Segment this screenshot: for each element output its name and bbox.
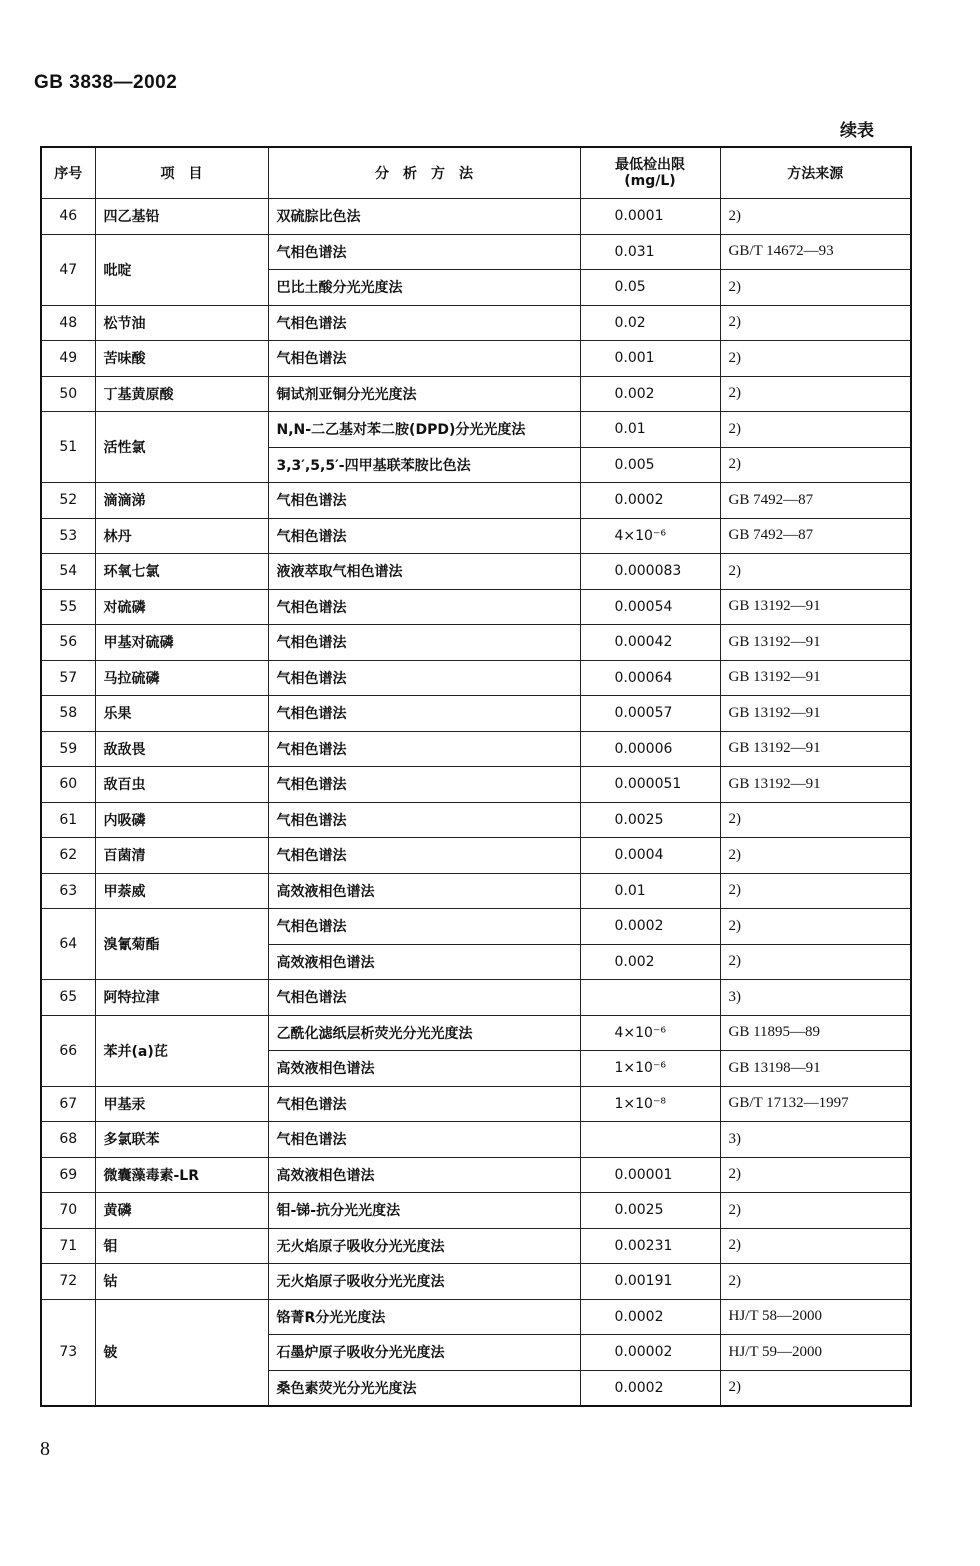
row-limit: 0.0025 bbox=[580, 1193, 720, 1229]
row-limit: 0.00057 bbox=[580, 696, 720, 732]
row-item: 苯并(a)芘 bbox=[95, 1015, 268, 1086]
row-method: 双硫腙比色法 bbox=[268, 199, 580, 235]
row-source: GB 13198—91 bbox=[720, 1051, 911, 1087]
row-method: 气相色谱法 bbox=[268, 341, 580, 377]
row-method: 无火焰原子吸收分光光度法 bbox=[268, 1264, 580, 1300]
row-method: 气相色谱法 bbox=[268, 767, 580, 803]
row-limit: 0.00002 bbox=[580, 1335, 720, 1371]
row-limit: 4×10⁻⁶ bbox=[580, 1015, 720, 1051]
row-method: 气相色谱法 bbox=[268, 589, 580, 625]
row-number: 64 bbox=[41, 909, 95, 980]
row-limit: 0.005 bbox=[580, 447, 720, 483]
row-item: 敌敌畏 bbox=[95, 731, 268, 767]
row-source: 2) bbox=[720, 802, 911, 838]
row-number: 54 bbox=[41, 554, 95, 590]
row-item: 内吸磷 bbox=[95, 802, 268, 838]
row-item: 松节油 bbox=[95, 305, 268, 341]
row-source: 2) bbox=[720, 447, 911, 483]
row-method: 高效液相色谱法 bbox=[268, 1051, 580, 1087]
row-limit: 0.00042 bbox=[580, 625, 720, 661]
row-limit: 0.0004 bbox=[580, 838, 720, 874]
row-method: 高效液相色谱法 bbox=[268, 944, 580, 980]
row-item: 钼 bbox=[95, 1228, 268, 1264]
row-source: GB 13192—91 bbox=[720, 589, 911, 625]
row-limit: 0.0002 bbox=[580, 1299, 720, 1335]
row-source: 2) bbox=[720, 944, 911, 980]
row-limit: 0.02 bbox=[580, 305, 720, 341]
row-number: 71 bbox=[41, 1228, 95, 1264]
header-method: 分 析 方 法 bbox=[268, 147, 580, 199]
row-item: 丁基黄原酸 bbox=[95, 376, 268, 412]
row-item: 环氧七氯 bbox=[95, 554, 268, 590]
row-source: 2) bbox=[720, 1193, 911, 1229]
row-source: GB 11895—89 bbox=[720, 1015, 911, 1051]
row-limit: 0.0025 bbox=[580, 802, 720, 838]
row-limit: 0.00001 bbox=[580, 1157, 720, 1193]
continued-label: 续表 bbox=[840, 121, 874, 141]
row-limit: 0.0002 bbox=[580, 909, 720, 945]
row-limit: 0.01 bbox=[580, 412, 720, 448]
row-method: 3,3′,5,5′-四甲基联苯胺比色法 bbox=[268, 447, 580, 483]
row-limit: 0.0001 bbox=[580, 199, 720, 235]
table-row bbox=[41, 660, 911, 696]
row-method: 气相色谱法 bbox=[268, 731, 580, 767]
row-source: 2) bbox=[720, 270, 911, 306]
row-number: 65 bbox=[41, 980, 95, 1016]
row-source: GB 7492—87 bbox=[720, 518, 911, 554]
row-item: 苦味酸 bbox=[95, 341, 268, 377]
table-row bbox=[41, 412, 911, 448]
row-limit: 0.002 bbox=[580, 376, 720, 412]
row-number: 46 bbox=[41, 199, 95, 235]
row-number: 58 bbox=[41, 696, 95, 732]
row-source: 2) bbox=[720, 341, 911, 377]
row-method: 巴比土酸分光光度法 bbox=[268, 270, 580, 306]
row-limit: 0.01 bbox=[580, 873, 720, 909]
row-limit: 0.00231 bbox=[580, 1228, 720, 1264]
row-limit: 0.00064 bbox=[580, 660, 720, 696]
row-limit: 0.002 bbox=[580, 944, 720, 980]
row-source: HJ/T 59—2000 bbox=[720, 1335, 911, 1371]
detection-methods-table bbox=[40, 146, 912, 1407]
standard-code: GB 3838—2002 bbox=[34, 72, 178, 93]
table-row bbox=[41, 838, 911, 874]
row-item: 阿特拉津 bbox=[95, 980, 268, 1016]
row-method: 高效液相色谱法 bbox=[268, 1157, 580, 1193]
row-source: 2) bbox=[720, 305, 911, 341]
row-method: 液液萃取气相色谱法 bbox=[268, 554, 580, 590]
table-row bbox=[41, 554, 911, 590]
row-item: 马拉硫磷 bbox=[95, 660, 268, 696]
table-row bbox=[41, 802, 911, 838]
row-limit: 1×10⁻⁸ bbox=[580, 1086, 720, 1122]
row-source: 2) bbox=[720, 838, 911, 874]
row-method: 气相色谱法 bbox=[268, 696, 580, 732]
row-item: 对硫磷 bbox=[95, 589, 268, 625]
row-method: 气相色谱法 bbox=[268, 1122, 580, 1158]
row-item: 乐果 bbox=[95, 696, 268, 732]
header-source: 方法来源 bbox=[720, 147, 911, 199]
header-no: 序号 bbox=[41, 147, 95, 199]
row-item: 钴 bbox=[95, 1264, 268, 1300]
table-row bbox=[41, 1299, 911, 1335]
row-source: 2) bbox=[720, 412, 911, 448]
row-item: 甲基对硫磷 bbox=[95, 625, 268, 661]
row-source: GB/T 17132—1997 bbox=[720, 1086, 911, 1122]
row-item: 多氯联苯 bbox=[95, 1122, 268, 1158]
row-item: 四乙基铅 bbox=[95, 199, 268, 235]
row-source: 2) bbox=[720, 1264, 911, 1300]
row-number: 63 bbox=[41, 873, 95, 909]
row-number: 47 bbox=[41, 234, 95, 305]
table-row bbox=[41, 341, 911, 377]
row-item: 敌百虫 bbox=[95, 767, 268, 803]
header-limit-line2: (mg/L) bbox=[624, 173, 676, 189]
row-source: GB 13192—91 bbox=[720, 696, 911, 732]
row-number: 57 bbox=[41, 660, 95, 696]
row-limit: 0.05 bbox=[580, 270, 720, 306]
table-row bbox=[41, 767, 911, 803]
row-number: 49 bbox=[41, 341, 95, 377]
row-limit: 0.031 bbox=[580, 234, 720, 270]
row-number: 52 bbox=[41, 483, 95, 519]
row-source: GB 13192—91 bbox=[720, 625, 911, 661]
row-item: 林丹 bbox=[95, 518, 268, 554]
table-row bbox=[41, 696, 911, 732]
row-source: 2) bbox=[720, 376, 911, 412]
row-method: 气相色谱法 bbox=[268, 909, 580, 945]
row-number: 56 bbox=[41, 625, 95, 661]
row-method: 钼-锑-抗分光光度法 bbox=[268, 1193, 580, 1229]
table-row bbox=[41, 305, 911, 341]
row-source: 2) bbox=[720, 1228, 911, 1264]
row-limit: 0.001 bbox=[580, 341, 720, 377]
row-item: 百菌清 bbox=[95, 838, 268, 874]
row-method: 气相色谱法 bbox=[268, 305, 580, 341]
table-header-row bbox=[41, 147, 911, 199]
row-limit: 0.000083 bbox=[580, 554, 720, 590]
row-limit: 1×10⁻⁶ bbox=[580, 1051, 720, 1087]
row-method: 无火焰原子吸收分光光度法 bbox=[268, 1228, 580, 1264]
table-row bbox=[41, 518, 911, 554]
row-method: 铜试剂亚铜分光光度法 bbox=[268, 376, 580, 412]
row-method: 气相色谱法 bbox=[268, 234, 580, 270]
row-method: 高效液相色谱法 bbox=[268, 873, 580, 909]
row-item: 溴氰菊酯 bbox=[95, 909, 268, 980]
header-limit bbox=[580, 147, 720, 199]
row-source: 2) bbox=[720, 554, 911, 590]
row-number: 48 bbox=[41, 305, 95, 341]
table-row bbox=[41, 483, 911, 519]
row-source: 2) bbox=[720, 873, 911, 909]
table-row bbox=[41, 1264, 911, 1300]
row-item: 甲基汞 bbox=[95, 1086, 268, 1122]
table-row bbox=[41, 731, 911, 767]
row-item: 滴滴涕 bbox=[95, 483, 268, 519]
row-item: 微囊藻毒素-LR bbox=[95, 1157, 268, 1193]
row-source: 2) bbox=[720, 909, 911, 945]
row-number: 51 bbox=[41, 412, 95, 483]
table-row bbox=[41, 909, 911, 945]
row-limit: 0.000051 bbox=[580, 767, 720, 803]
table-row bbox=[41, 1193, 911, 1229]
table-row bbox=[41, 873, 911, 909]
table-row bbox=[41, 625, 911, 661]
table-row bbox=[41, 199, 911, 235]
row-limit: 0.0002 bbox=[580, 1370, 720, 1406]
row-item: 吡啶 bbox=[95, 234, 268, 305]
table-row bbox=[41, 1015, 911, 1051]
row-number: 50 bbox=[41, 376, 95, 412]
header-item: 项 目 bbox=[95, 147, 268, 199]
table-row bbox=[41, 1228, 911, 1264]
row-limit bbox=[580, 980, 720, 1016]
row-source: GB 13192—91 bbox=[720, 767, 911, 803]
table-row bbox=[41, 589, 911, 625]
row-item: 铍 bbox=[95, 1299, 268, 1406]
row-method: 气相色谱法 bbox=[268, 518, 580, 554]
row-method: 气相色谱法 bbox=[268, 838, 580, 874]
table-row bbox=[41, 234, 911, 270]
row-number: 68 bbox=[41, 1122, 95, 1158]
row-limit: 0.00006 bbox=[580, 731, 720, 767]
table-row bbox=[41, 980, 911, 1016]
row-method: 气相色谱法 bbox=[268, 660, 580, 696]
row-item: 活性氯 bbox=[95, 412, 268, 483]
row-method: 气相色谱法 bbox=[268, 483, 580, 519]
table-row bbox=[41, 1122, 911, 1158]
row-number: 66 bbox=[41, 1015, 95, 1086]
row-source: 2) bbox=[720, 1157, 911, 1193]
table-body bbox=[41, 199, 911, 1407]
row-source: 2) bbox=[720, 199, 911, 235]
row-method: N,N-二乙基对苯二胺(DPD)分光光度法 bbox=[268, 412, 580, 448]
table-row bbox=[41, 1157, 911, 1193]
row-source: 3) bbox=[720, 1122, 911, 1158]
row-number: 59 bbox=[41, 731, 95, 767]
row-limit: 0.00191 bbox=[580, 1264, 720, 1300]
row-number: 53 bbox=[41, 518, 95, 554]
table-row bbox=[41, 376, 911, 412]
row-source: HJ/T 58—2000 bbox=[720, 1299, 911, 1335]
row-method: 气相色谱法 bbox=[268, 1086, 580, 1122]
row-number: 67 bbox=[41, 1086, 95, 1122]
header-limit-line1: 最低检出限 bbox=[615, 157, 685, 173]
table-row bbox=[41, 1086, 911, 1122]
row-number: 61 bbox=[41, 802, 95, 838]
row-method: 气相色谱法 bbox=[268, 625, 580, 661]
row-number: 60 bbox=[41, 767, 95, 803]
row-method: 桑色素荧光分光光度法 bbox=[268, 1370, 580, 1406]
row-source: GB 13192—91 bbox=[720, 660, 911, 696]
row-item: 甲萘威 bbox=[95, 873, 268, 909]
row-limit: 0.00054 bbox=[580, 589, 720, 625]
row-number: 73 bbox=[41, 1299, 95, 1406]
row-method: 气相色谱法 bbox=[268, 802, 580, 838]
row-source: 3) bbox=[720, 980, 911, 1016]
row-source: GB 7492—87 bbox=[720, 483, 911, 519]
row-method: 石墨炉原子吸收分光光度法 bbox=[268, 1335, 580, 1371]
row-number: 55 bbox=[41, 589, 95, 625]
row-limit: 4×10⁻⁶ bbox=[580, 518, 720, 554]
row-source: 2) bbox=[720, 1370, 911, 1406]
row-method: 气相色谱法 bbox=[268, 980, 580, 1016]
page-number: 8 bbox=[40, 1438, 50, 1460]
row-source: GB/T 14672—93 bbox=[720, 234, 911, 270]
row-number: 70 bbox=[41, 1193, 95, 1229]
row-item: 黄磷 bbox=[95, 1193, 268, 1229]
row-limit: 0.0002 bbox=[580, 483, 720, 519]
row-method: 铬菁R分光光度法 bbox=[268, 1299, 580, 1335]
row-number: 72 bbox=[41, 1264, 95, 1300]
row-method: 乙酰化滤纸层析荧光分光光度法 bbox=[268, 1015, 580, 1051]
row-number: 69 bbox=[41, 1157, 95, 1193]
row-number: 62 bbox=[41, 838, 95, 874]
row-source: GB 13192—91 bbox=[720, 731, 911, 767]
row-limit bbox=[580, 1122, 720, 1158]
